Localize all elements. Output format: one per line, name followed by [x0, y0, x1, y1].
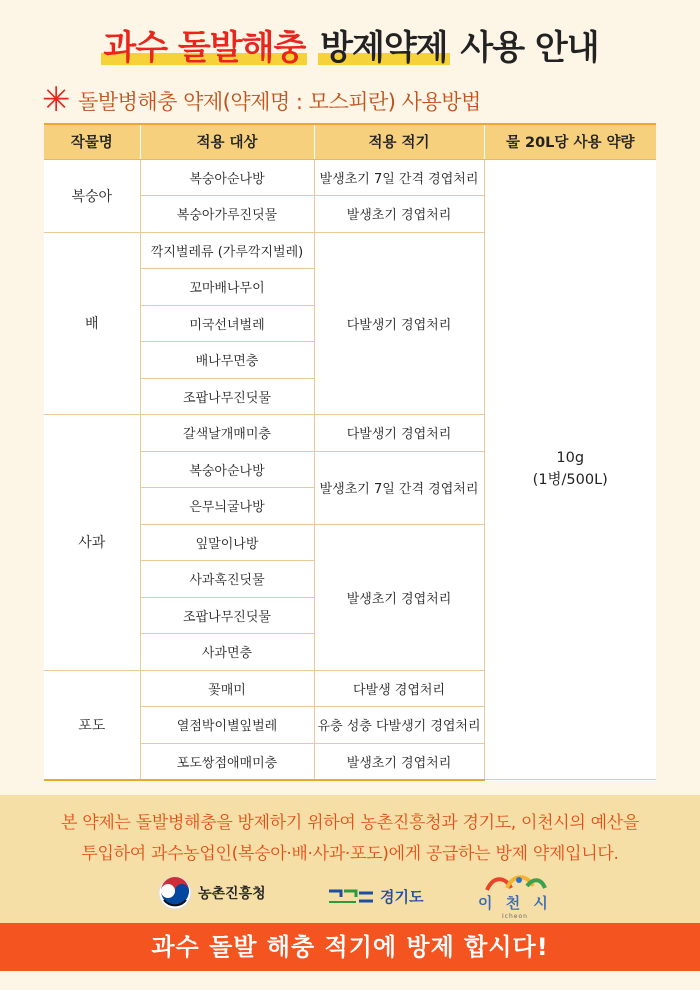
crop-cell: 포도: [44, 670, 140, 780]
usage-table: [44, 123, 656, 781]
target-cell: 갈색날개매미충: [140, 415, 314, 452]
target-cell: 열점박이별잎벌레: [140, 707, 314, 744]
target-cell: 조팝나무진딧물: [140, 378, 314, 415]
taegeuk-icon: [158, 876, 192, 910]
title-part-1: 과수 돌발해충: [103, 28, 306, 68]
dose-amount: 10g: [556, 450, 585, 467]
bottom-banner: 과수 돌발 해충 적기에 방제 합시다!: [0, 923, 700, 971]
crop-cell: 배: [44, 232, 140, 415]
timing-cell: 유충 성충 다발생기 경엽처리: [314, 707, 484, 744]
timing-cell: 다발생기 경엽처리: [314, 232, 484, 415]
header-target: 적용 대상: [140, 124, 314, 159]
title-part-2: 방제약제: [320, 28, 448, 68]
header-dose: 물 20L당 사용 약량: [484, 124, 656, 159]
timing-cell: 다발생기 경엽처리: [314, 415, 484, 452]
target-cell: 포도쌍점애매미충: [140, 743, 314, 780]
target-cell: 미국선녀벌레: [140, 305, 314, 342]
crop-cell: 사과: [44, 415, 140, 671]
table-header-row: [44, 124, 656, 159]
gyeonggi-logo-text: 경기도: [380, 888, 424, 906]
icheon-logo: [478, 874, 552, 920]
subtitle: [42, 80, 481, 120]
header-crop: 작물명: [44, 124, 140, 159]
timing-cell: 발생초기 경엽처리: [314, 743, 484, 780]
icheon-logo-subtext: Icheon: [501, 913, 528, 920]
header-timing: 적용 적기: [314, 124, 484, 159]
target-cell: 꼬마배나무이: [140, 269, 314, 306]
notice-line-1: 본 약제는 돌발병해충을 방제하기 위하여 농촌진흥청과 경기도, 이천시의 예산을: [61, 813, 639, 833]
icheon-logo-block: [478, 874, 552, 920]
bottom-strip: [0, 971, 700, 990]
target-cell: 복숭아가루진딧물: [140, 196, 314, 233]
gyeonggi-logo: [328, 886, 423, 907]
timing-cell: 다발생 경엽처리: [314, 670, 484, 707]
timing-cell: 발생초기 경엽처리: [314, 196, 484, 233]
rda-logo: [158, 876, 266, 910]
icheon-emblem-icon: [483, 874, 547, 892]
target-cell: 복숭아순나방: [140, 451, 314, 488]
page-title: [0, 20, 700, 69]
target-cell: 깍지벌레류 (가루깍지벌레): [140, 232, 314, 269]
notice-text: [0, 808, 700, 870]
logo-row: [0, 872, 700, 918]
title-part-3: 사용 안내: [460, 28, 599, 68]
target-cell: 사과면충: [140, 634, 314, 671]
target-cell: 잎말이나방: [140, 524, 314, 561]
gyeonggi-emblem-icon: [328, 889, 374, 905]
asterisk-icon: ✳: [42, 80, 70, 120]
table-row: [44, 159, 656, 196]
timing-cell: 발생초기 7일 간격 경엽처리: [314, 451, 484, 524]
subtitle-text: 돌발병해충 약제(약제명 : 모스피란) 사용방법: [78, 90, 481, 114]
target-cell: 배나무면충: [140, 342, 314, 379]
notice-line-2: 투입하여 과수농업인(복숭아·배·사과·포도)에게 공급하는 방제 약제입니다.: [81, 844, 619, 864]
crop-cell: 복숭아: [44, 159, 140, 232]
icheon-logo-text: 이 천 시: [478, 894, 552, 912]
target-cell: 은무늬굴나방: [140, 488, 314, 525]
target-cell: 복숭아순나방: [140, 159, 314, 196]
timing-cell: 발생초기 경엽처리: [314, 524, 484, 670]
dose-ratio: (1병/500L): [532, 472, 608, 489]
target-cell: 조팝나무진딧물: [140, 597, 314, 634]
rda-logo-text: 농촌진흥청: [198, 886, 266, 902]
target-cell: 사과혹진딧물: [140, 561, 314, 598]
dose-cell: [484, 159, 656, 780]
target-cell: 꽃매미: [140, 670, 314, 707]
timing-cell: 발생초기 7일 간격 경엽처리: [314, 159, 484, 196]
